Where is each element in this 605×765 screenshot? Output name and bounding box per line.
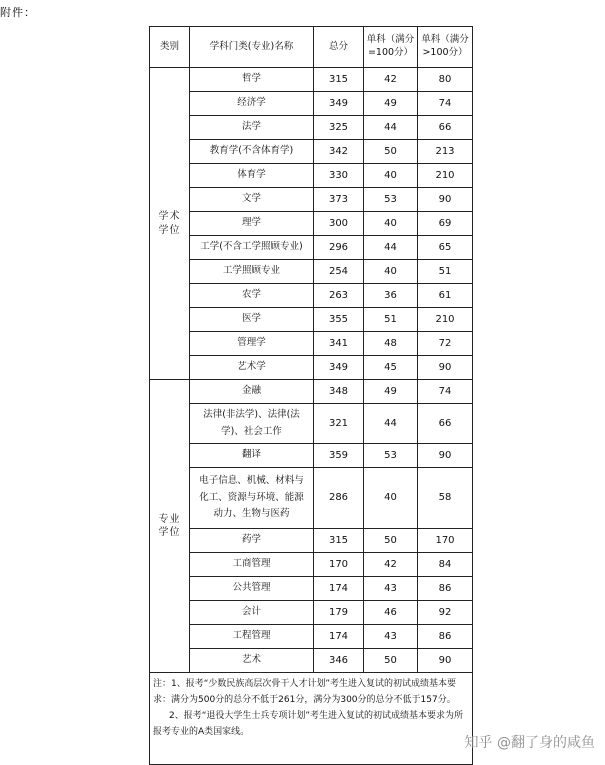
score-table: [149, 26, 473, 765]
single-100-score: 42: [364, 553, 418, 577]
table-row: [150, 332, 473, 356]
single-over-100-score: 90: [418, 649, 473, 673]
single-100-score: 40: [364, 164, 418, 188]
single-over-100-score: 61: [418, 284, 473, 308]
table-row: [150, 236, 473, 260]
table-row: [150, 404, 473, 444]
single-100-score: 40: [364, 212, 418, 236]
single-over-100-score: 51: [418, 260, 473, 284]
notes-cell: [150, 673, 473, 765]
single-100-score: 51: [364, 308, 418, 332]
note-1: 注：1、报考“少数民族高层次骨干人才计划”考生进入复试的初试成绩基本要求：满分为500分的总分不低于261分，满分为300分的总分不低于157分。: [153, 679, 457, 706]
total-score: 346: [314, 649, 364, 673]
header-row: [150, 27, 473, 68]
table-row: [150, 444, 473, 468]
total-score: 174: [314, 577, 364, 601]
total-score: 300: [314, 212, 364, 236]
total-score: 170: [314, 553, 364, 577]
table-row: [150, 188, 473, 212]
single-100-score: 46: [364, 601, 418, 625]
total-score: 315: [314, 68, 364, 92]
total-score: 321: [314, 404, 364, 444]
table-row: [150, 649, 473, 673]
single-100-score: 50: [364, 529, 418, 553]
single-over-100-score: 66: [418, 116, 473, 140]
table-row: [150, 68, 473, 92]
table-row: [150, 529, 473, 553]
total-score: 355: [314, 308, 364, 332]
table-row: [150, 164, 473, 188]
single-100-score: 40: [364, 468, 418, 529]
subject-cell: 工商管理: [190, 553, 314, 577]
subject-cell: 法学: [190, 116, 314, 140]
single-100-score: 44: [364, 116, 418, 140]
table-row: [150, 577, 473, 601]
category-academic: 学术 学位: [150, 68, 190, 380]
total-score: 254: [314, 260, 364, 284]
table-row: [150, 468, 473, 529]
header-single-100: 单科（满分=100分）: [364, 27, 418, 68]
subject-cell: 电子信息、机械、材料与化工、资源与环境、能源动力、生物与医药: [190, 468, 314, 529]
single-100-score: 50: [364, 140, 418, 164]
header-category: 类别: [150, 27, 190, 68]
subject-cell: 公共管理: [190, 577, 314, 601]
watermark: 知乎 @翻了身的咸鱼: [464, 735, 595, 751]
total-score: 349: [314, 92, 364, 116]
total-score: 325: [314, 116, 364, 140]
table-row: [150, 92, 473, 116]
single-over-100-score: 74: [418, 380, 473, 404]
subject-cell: 哲学: [190, 68, 314, 92]
single-100-score: 44: [364, 404, 418, 444]
table-row: [150, 625, 473, 649]
single-over-100-score: 86: [418, 577, 473, 601]
total-score: 315: [314, 529, 364, 553]
single-100-score: 48: [364, 332, 418, 356]
subject-cell: 教育学(不含体育学): [190, 140, 314, 164]
subject-cell: 艺术学: [190, 356, 314, 380]
single-100-score: 50: [364, 649, 418, 673]
subject-cell: 工学(不含工学照顾专业): [190, 236, 314, 260]
total-score: 174: [314, 625, 364, 649]
total-score: 330: [314, 164, 364, 188]
total-score: 359: [314, 444, 364, 468]
single-100-score: 49: [364, 92, 418, 116]
subject-cell: 会计: [190, 601, 314, 625]
single-over-100-score: 92: [418, 601, 473, 625]
single-100-score: 53: [364, 188, 418, 212]
single-over-100-score: 90: [418, 356, 473, 380]
single-100-score: 42: [364, 68, 418, 92]
table-row: [150, 308, 473, 332]
single-over-100-score: 66: [418, 404, 473, 444]
table-row: [150, 380, 473, 404]
subject-cell: 经济学: [190, 92, 314, 116]
header-single-over-100: 单科（满分>100分）: [418, 27, 473, 68]
note-2: 2、报考“退役大学生士兵专项计划”考生进入复试的初试成绩基本要求为所报考专业的A类国家线。: [153, 711, 464, 738]
single-over-100-score: 74: [418, 92, 473, 116]
table-row: [150, 140, 473, 164]
single-100-score: 44: [364, 236, 418, 260]
single-over-100-score: 80: [418, 68, 473, 92]
subject-cell: 医学: [190, 308, 314, 332]
subject-cell: 药学: [190, 529, 314, 553]
total-score: 348: [314, 380, 364, 404]
single-over-100-score: 90: [418, 444, 473, 468]
single-over-100-score: 84: [418, 553, 473, 577]
single-100-score: 45: [364, 356, 418, 380]
single-100-score: 53: [364, 444, 418, 468]
attachment-label: 附件：: [0, 6, 36, 19]
single-over-100-score: 72: [418, 332, 473, 356]
subject-cell: 金融: [190, 380, 314, 404]
header-subject: 学科门类(专业)名称: [190, 27, 314, 68]
total-score: 263: [314, 284, 364, 308]
single-over-100-score: 86: [418, 625, 473, 649]
single-100-score: 36: [364, 284, 418, 308]
subject-cell: 法律(非法学)、法律(法学)、社会工作: [190, 404, 314, 444]
single-over-100-score: 210: [418, 164, 473, 188]
table-row: [150, 260, 473, 284]
subject-cell: 工学照顾专业: [190, 260, 314, 284]
subject-cell: 艺术: [190, 649, 314, 673]
table-row: [150, 212, 473, 236]
notes-row: [150, 673, 473, 765]
table-row: [150, 116, 473, 140]
header-total: 总分: [314, 27, 364, 68]
table-row: [150, 601, 473, 625]
total-score: 296: [314, 236, 364, 260]
table-row: [150, 284, 473, 308]
subject-cell: 翻译: [190, 444, 314, 468]
total-score: 341: [314, 332, 364, 356]
single-over-100-score: 69: [418, 212, 473, 236]
total-score: 286: [314, 468, 364, 529]
subject-cell: 文学: [190, 188, 314, 212]
subject-cell: 工程管理: [190, 625, 314, 649]
single-over-100-score: 65: [418, 236, 473, 260]
category-professional: 专业 学位: [150, 380, 190, 673]
total-score: 179: [314, 601, 364, 625]
subject-cell: 体育学: [190, 164, 314, 188]
subject-cell: 管理学: [190, 332, 314, 356]
single-100-score: 43: [364, 625, 418, 649]
single-over-100-score: 58: [418, 468, 473, 529]
single-over-100-score: 210: [418, 308, 473, 332]
table-row: [150, 553, 473, 577]
single-100-score: 40: [364, 260, 418, 284]
table-row: [150, 356, 473, 380]
single-over-100-score: 213: [418, 140, 473, 164]
subject-cell: 理学: [190, 212, 314, 236]
single-over-100-score: 90: [418, 188, 473, 212]
single-over-100-score: 170: [418, 529, 473, 553]
subject-cell: 农学: [190, 284, 314, 308]
total-score: 342: [314, 140, 364, 164]
single-100-score: 43: [364, 577, 418, 601]
single-100-score: 49: [364, 380, 418, 404]
total-score: 373: [314, 188, 364, 212]
total-score: 349: [314, 356, 364, 380]
